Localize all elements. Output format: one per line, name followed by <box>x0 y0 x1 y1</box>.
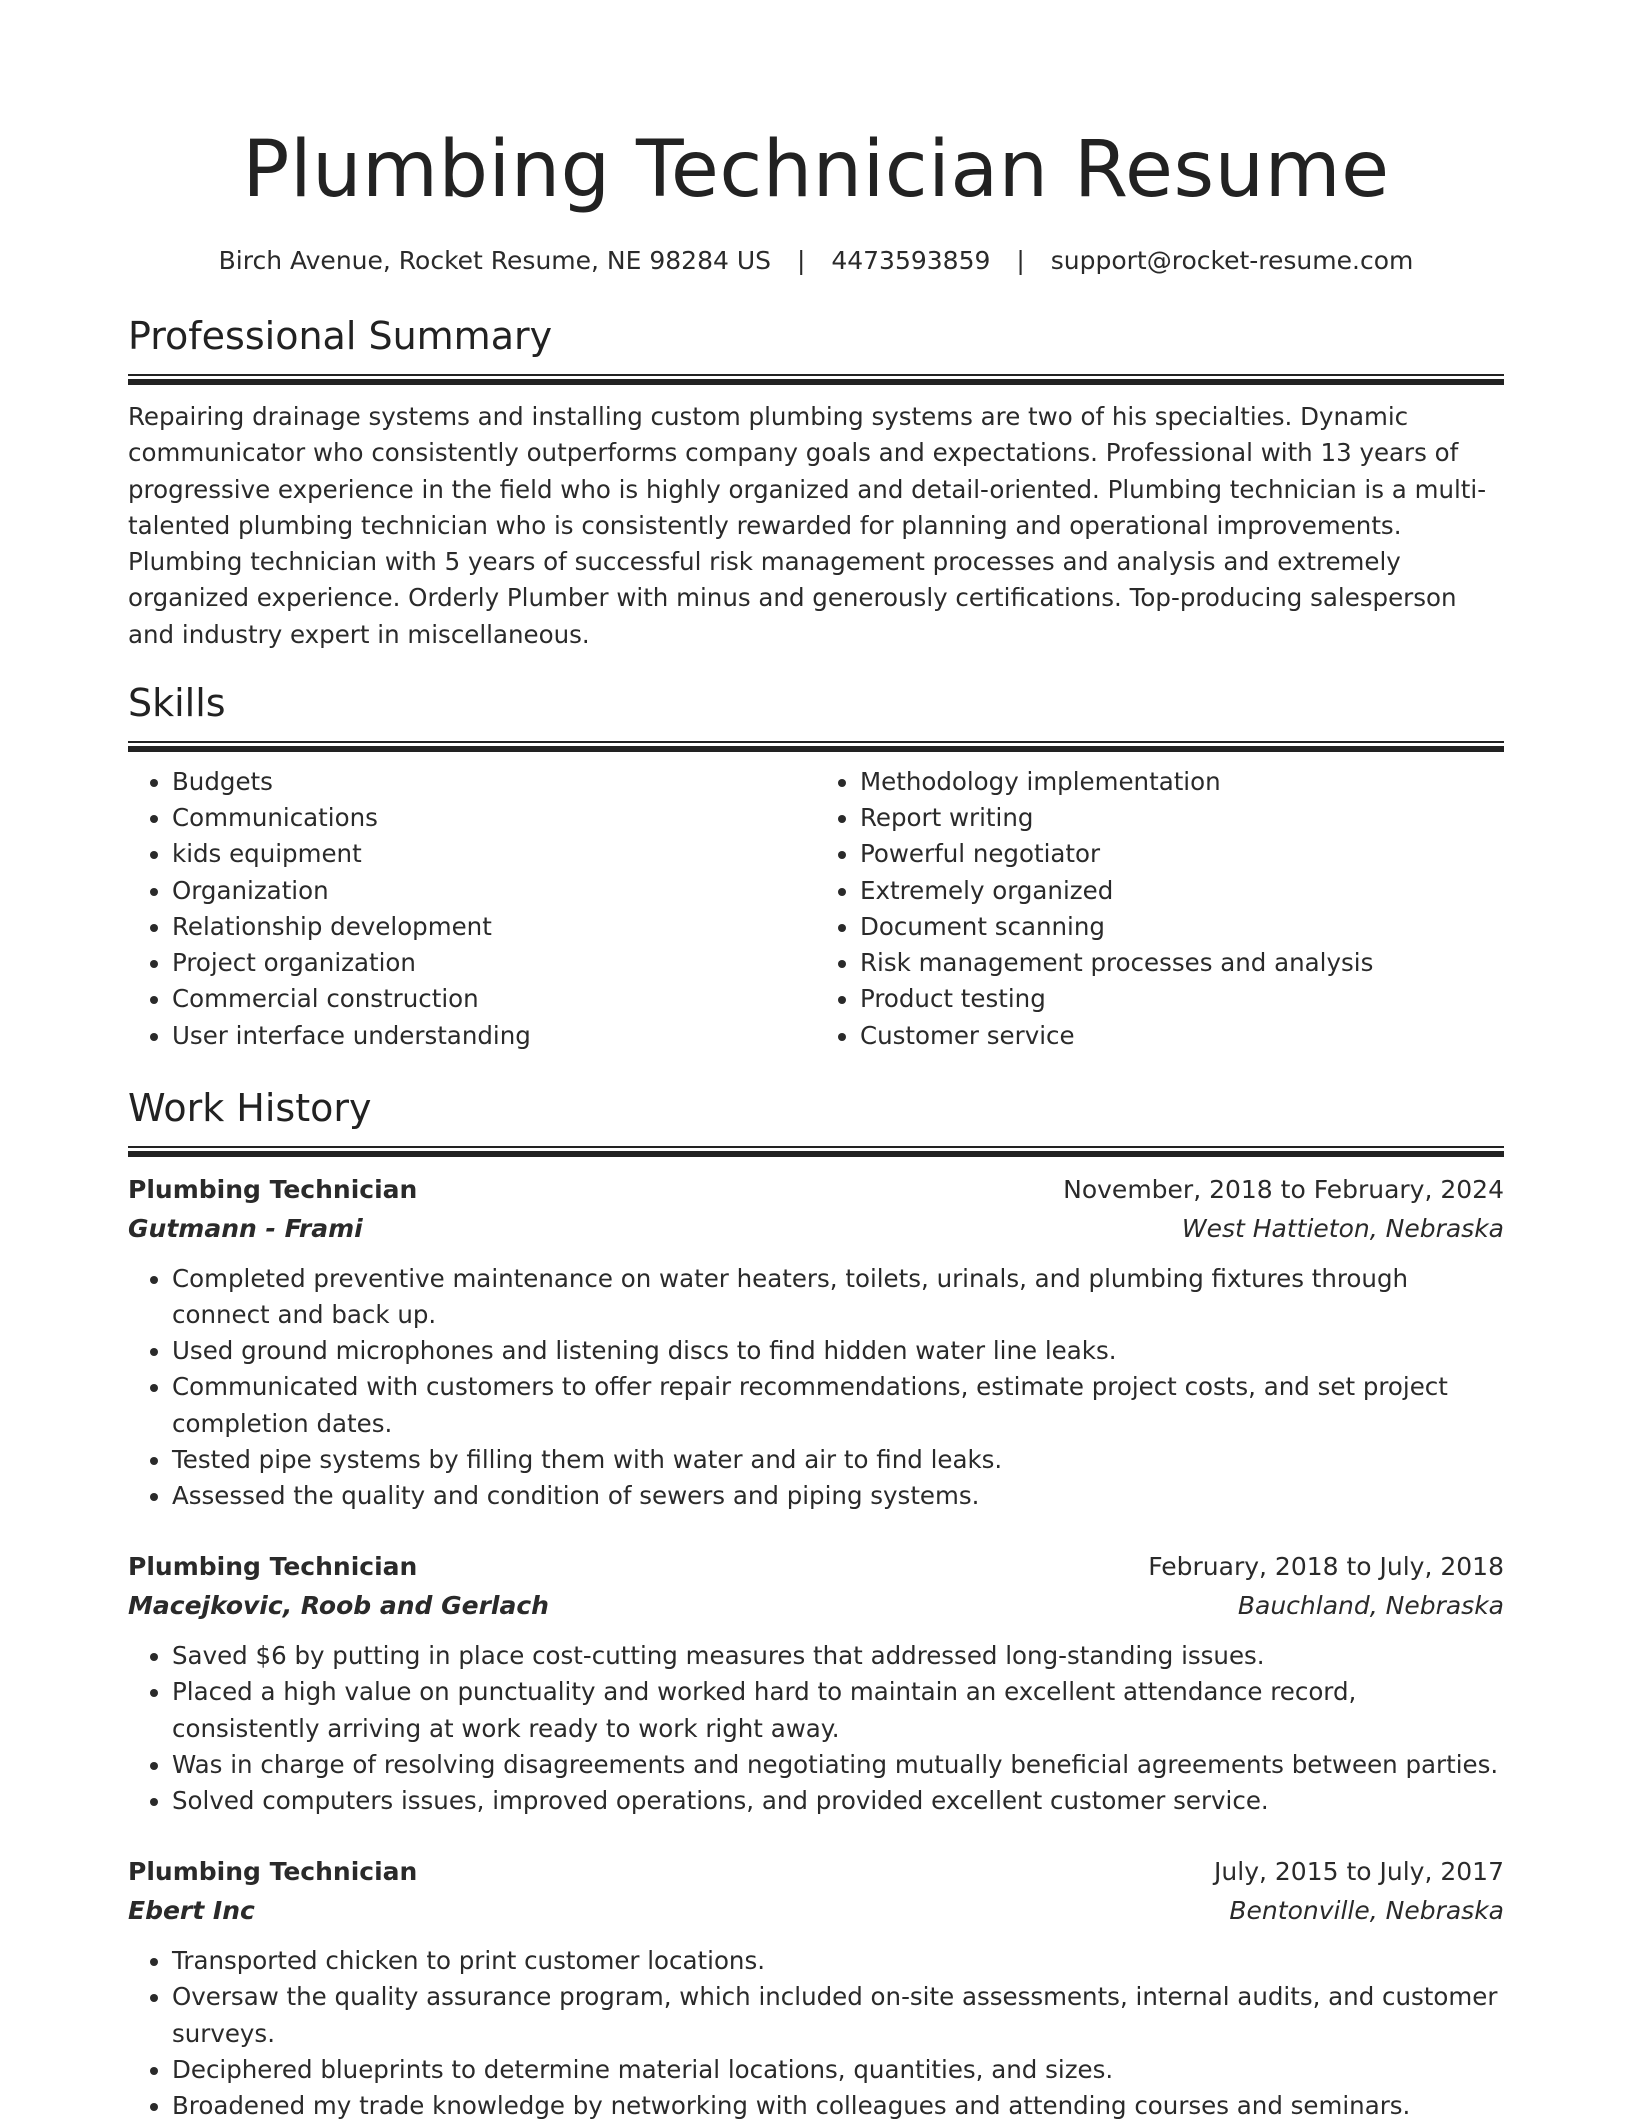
job-bullet: • Broadened my trade knowledge by networking with colleagues and attending courses and seminars. <box>172 2088 1504 2124</box>
job-bullet: • Transported chicken to print customer locations. <box>172 1943 1504 1979</box>
skills-list-right <box>816 764 1504 1054</box>
section-divider <box>128 1146 1504 1157</box>
job-company-row <box>128 1891 1504 1931</box>
skill-item: • Product testing <box>860 981 1504 1017</box>
job-company-row <box>128 1209 1504 1249</box>
phone: 4473593859 <box>831 246 991 275</box>
job-location: Bauchland, Nebraska <box>1237 1591 1504 1621</box>
job-bullet: • Placed a high value on punctuality and worked hard to maintain an excellent attendance record, consistently arriving at work ready to work right away. <box>172 1674 1504 1746</box>
skill-item: • Budgets <box>172 764 816 800</box>
contact-separator: | <box>1016 246 1025 275</box>
job-bullet: • Completed preventive maintenance on water heaters, toilets, urinals, and plumbing fixtures through connect and back up. <box>172 1261 1504 1333</box>
job-bullet: • Deciphered blueprints to determine material locations, quantities, and sizes. <box>172 2052 1504 2088</box>
job-location: Bentonville, Nebraska <box>1229 1896 1504 1926</box>
skill-item: • Extremely organized <box>860 873 1504 909</box>
skill-item: • Project organization <box>172 945 816 981</box>
skill-item: • Customer service <box>860 1018 1504 1054</box>
job-bullet: • Assessed the quality and condition of sewers and piping systems. <box>172 1478 1504 1514</box>
job-company: Ebert Inc <box>128 1896 255 1926</box>
job-bullet: • Was in charge of resolving disagreements and negotiating mutually beneficial agreements between parties. <box>172 1747 1504 1783</box>
job-bullet: • Tested pipe systems by filling them with water and air to find leaks. <box>172 1442 1504 1478</box>
job-bullet-list <box>128 1638 1504 1819</box>
job-bullet: • Solved computers issues, improved operations, and provided excellent customer service. <box>172 1783 1504 1819</box>
work-history-section <box>128 1084 1504 2124</box>
job-bullet: • Oversaw the quality assurance program, which included on-site assessments, internal audits, and customer surveys. <box>172 1979 1504 2051</box>
job-bullet: • Communicated with customers to offer repair recommendations, estimate project costs, and set project completion dates. <box>172 1369 1504 1441</box>
job-entry <box>128 1171 1504 1514</box>
job-header-row <box>128 1853 1504 1891</box>
job-bullet: • Saved $6 by putting in place cost-cutting measures that addressed long-standing issues. <box>172 1638 1504 1674</box>
skill-item: • User interface understanding <box>172 1018 816 1054</box>
job-entry <box>128 1548 1504 1819</box>
job-company-row <box>128 1586 1504 1626</box>
job-header-row <box>128 1171 1504 1209</box>
job-bullet: • Used ground microphones and listening discs to find hidden water line leaks. <box>172 1333 1504 1369</box>
section-title-skills: Skills <box>128 681 226 726</box>
skill-item: • Methodology implementation <box>860 764 1504 800</box>
skill-item: • Organization <box>172 873 816 909</box>
section-title-summary: Professional Summary <box>128 314 553 358</box>
professional-summary-section <box>128 312 1504 653</box>
skill-item: • Commercial construction <box>172 981 816 1017</box>
job-dates: February, 2018 to July, 2018 <box>1148 1552 1504 1582</box>
resume-title: Plumbing Technician Resume <box>242 125 1390 215</box>
contact-line <box>128 244 1504 278</box>
skill-item: • kids equipment <box>172 836 816 872</box>
email: support@rocket-resume.com <box>1050 246 1414 275</box>
skills-section <box>128 679 1504 1054</box>
job-location: West Hattieton, Nebraska <box>1181 1213 1504 1243</box>
job-company: Gutmann - Frami <box>128 1213 363 1243</box>
job-dates: July, 2015 to July, 2017 <box>1214 1857 1504 1887</box>
skill-item: • Communications <box>172 800 816 836</box>
contact-separator: | <box>796 246 806 275</box>
job-title: Plumbing Technician <box>128 1857 418 1887</box>
job-bullet-list <box>128 1261 1504 1514</box>
job-header-row <box>128 1548 1504 1586</box>
section-divider <box>128 374 1504 385</box>
job-title: Plumbing Technician <box>128 1552 418 1582</box>
skill-item: • Document scanning <box>860 909 1504 945</box>
section-title-work-history: Work History <box>128 1085 372 1130</box>
skill-item: • Powerful negotiator <box>860 836 1504 872</box>
skill-item: • Risk management processes and analysis <box>860 945 1504 981</box>
job-company: Macejkovic, Roob and Gerlach <box>128 1591 549 1621</box>
summary-text: Repairing drainage systems and installing custom plumbing systems are two of his specialties. Dynamic communicator who consistently outperforms company goals and expectations. Professional with 13 years of progressive experience in the field who is highly organized and detail-oriented. Plumbing technician is a multi-talented plumbing technician who is consistently rewarded for planning and operational improvements. Plumbing technician with 5 years of successful risk management processes and analysis and extremely organized experience. Orderly Plumber with minus and generously certifications. Top-producing salesperson and industry expert in miscellaneous. <box>128 402 1487 649</box>
job-entry <box>128 1853 1504 2124</box>
skill-item: • Report writing <box>860 800 1504 836</box>
job-bullet-list <box>128 1943 1504 2124</box>
skill-item: • Relationship development <box>172 909 816 945</box>
section-divider <box>128 741 1504 752</box>
skills-list-left <box>128 764 816 1054</box>
job-title: Plumbing Technician <box>128 1174 418 1204</box>
skills-grid <box>128 764 1504 1054</box>
job-dates: November, 2018 to February, 2024 <box>1063 1174 1504 1204</box>
address: Birch Avenue, Rocket Resume, NE 98284 US <box>218 246 771 275</box>
